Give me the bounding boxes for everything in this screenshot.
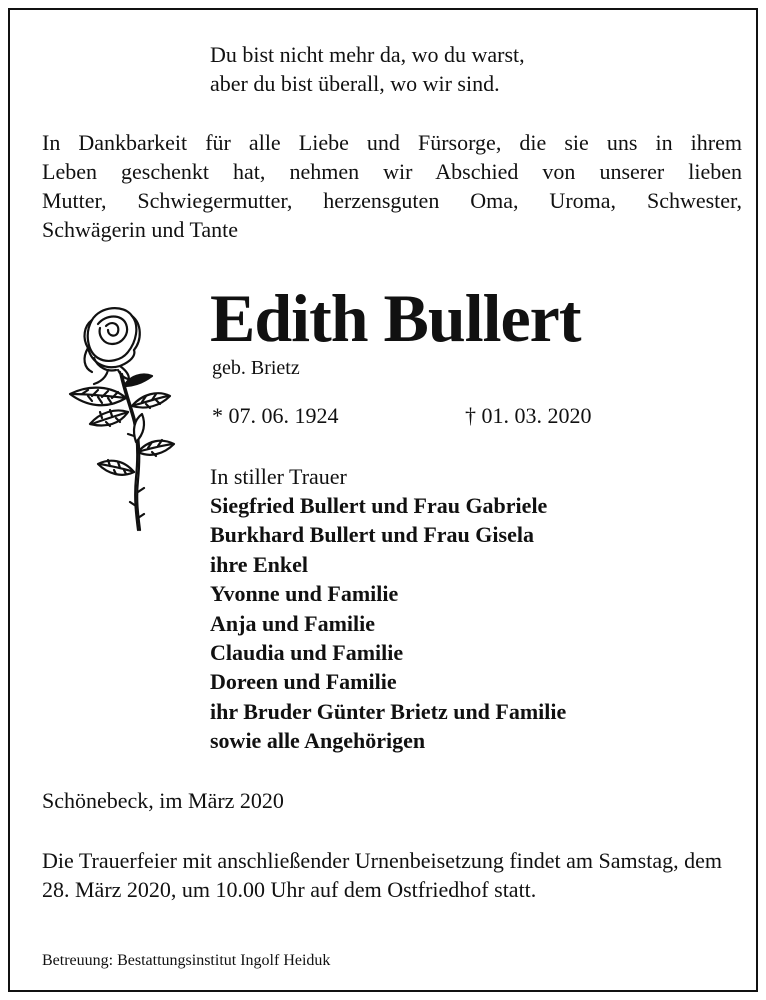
list-item: Yvonne und Familie <box>210 581 399 607</box>
intro-line: Mutter, Schwiegermutter, herzensguten Oma, Uroma, Schwester, <box>42 188 742 213</box>
intro-line: Schwägerin und Tante <box>42 217 239 242</box>
poem-line: aber du bist überall, wo wir sind. <box>210 71 500 96</box>
list-item: ihr Bruder Günter Brietz und Familie <box>210 698 567 724</box>
list-item: Burkhard Bullert und Frau Gisela <box>210 522 534 548</box>
list-item: sowie alle Angehörigen <box>210 728 426 754</box>
maiden-name: geb. Brietz <box>212 357 300 379</box>
rose-icon <box>62 302 182 537</box>
deceased-name: Edith Bullert <box>210 280 581 356</box>
mourners-list <box>210 491 566 756</box>
poem <box>210 40 525 98</box>
mourning-label: In stiller Trauer <box>210 464 347 489</box>
list-item: Siegfried Bullert und Frau Gabriele <box>210 493 548 518</box>
poem-line: Du bist nicht mehr da, wo du warst, <box>210 42 525 67</box>
intro-line: In Dankbarkeit für alle Liebe und Fürsorge, die sie uns in ihrem <box>42 130 742 155</box>
obituary-frame <box>8 8 758 992</box>
intro-text <box>42 128 742 244</box>
service-info: Die Trauerfeier mit anschließender Urnenbeisetzung findet am Samstag, dem 28. März 2020, um 10.00 Uhr auf dem Ostfriedhof statt. <box>42 848 722 902</box>
list-item: ihre Enkel <box>210 551 309 577</box>
place-date: Schönebeck, im März 2020 <box>42 788 284 813</box>
list-item: Claudia und Familie <box>210 640 404 666</box>
death-date: † 01. 03. 2020 <box>465 403 592 428</box>
intro-line: Leben geschenkt hat, nehmen wir Abschied von unserer lieben <box>42 159 742 184</box>
list-item: Anja und Familie <box>210 610 376 636</box>
list-item: Doreen und Familie <box>210 669 397 695</box>
funeral-home: Betreuung: Bestattungsinstitut Ingolf Heiduk <box>42 952 331 969</box>
birth-date: * 07. 06. 1924 <box>212 403 339 428</box>
